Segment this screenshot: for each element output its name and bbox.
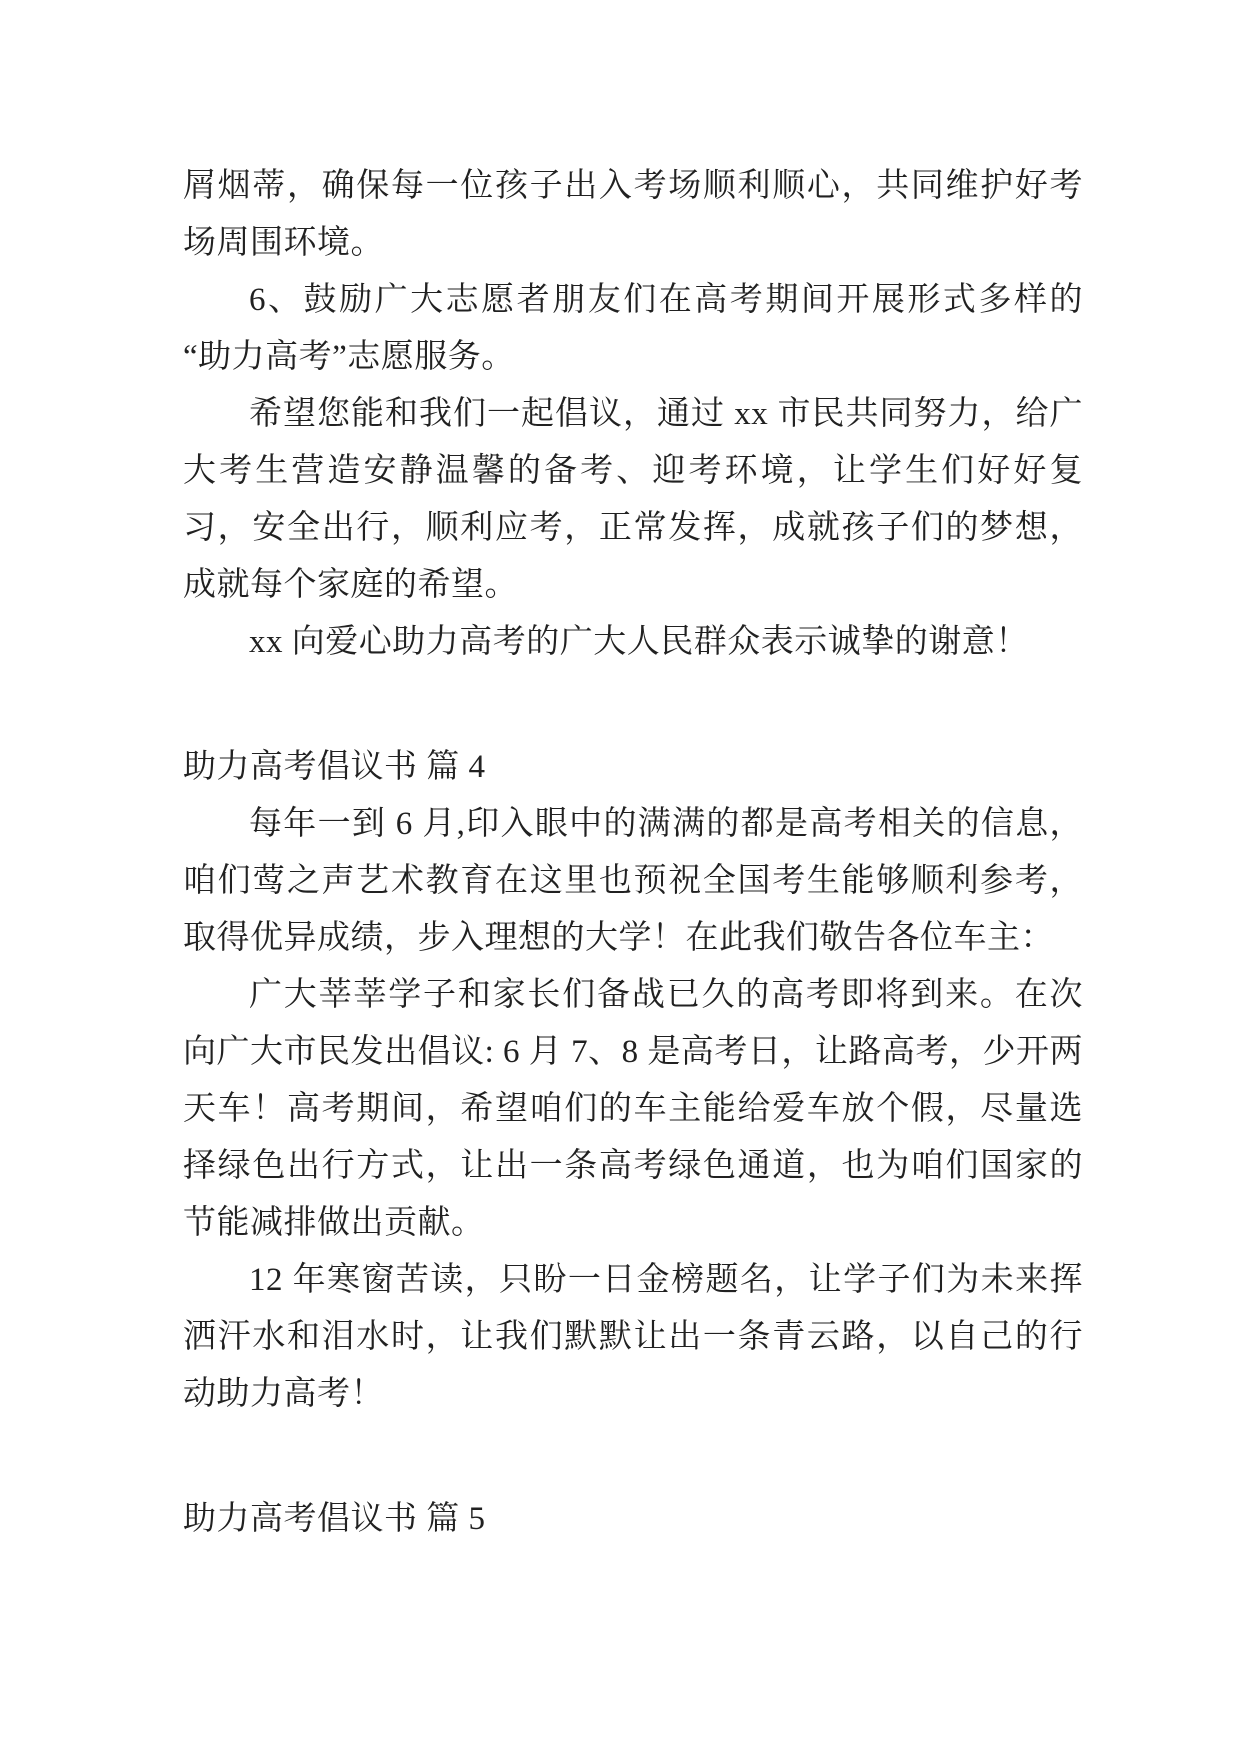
paragraph-appeal: 希望您能和我们一起倡议，通过 xx 市民共同努力，给广大考生营造安静温馨的备考、迎考环境，让学生们好好复习，安全出行，顺利应考，正常发挥，成就孩子们的梦想，成就每个家庭的希望。 <box>183 396 1083 603</box>
document-content <box>183 158 1083 1548</box>
paragraph-driver-appeal: 广大莘莘学子和家长们备战已久的高考即将到来。在次向广大市民发出倡议: 6 月 7、8 是高考日，让路高考，少开两天车！高考期间，希望咱们的车主能给爱车放个假，尽量选择绿色出行方式，让出一条高考绿色通道，也为咱们国家的节能减排做出贡献。 <box>183 977 1083 1241</box>
paragraph-june-intro: 每年一到 6 月,印入眼中的满满的都是高考相关的信息，咱们莺之声艺术教育在这里也预祝全国考生能够顺利参考，取得优异成绩，步入理想的大学！在此我们敬告各位车主： <box>183 806 1083 956</box>
paragraph-continuation: 屑烟蒂，确保每一位孩子出入考场顺利顺心，共同维护好考场周围环境。 <box>183 168 1083 261</box>
paragraph-12-years: 12 年寒窗苦读，只盼一日金榜题名，让学子们为未来挥洒汗水和泪水时，让我们默默让出一条青云路，以自己的行动助力高考！ <box>183 1262 1083 1412</box>
paragraph-item-6: 6、鼓励广大志愿者朋友们在高考期间开展形式多样的“助力高考”志愿服务。 <box>183 282 1083 375</box>
section-heading-part-5: 助力高考倡议书 篇 5 <box>183 1501 486 1537</box>
section-heading-part-4: 助力高考倡议书 篇 4 <box>183 749 486 785</box>
paragraph-thanks: xx 向爱心助力高考的广大人民群众表示诚挚的谢意！ <box>249 624 1029 660</box>
